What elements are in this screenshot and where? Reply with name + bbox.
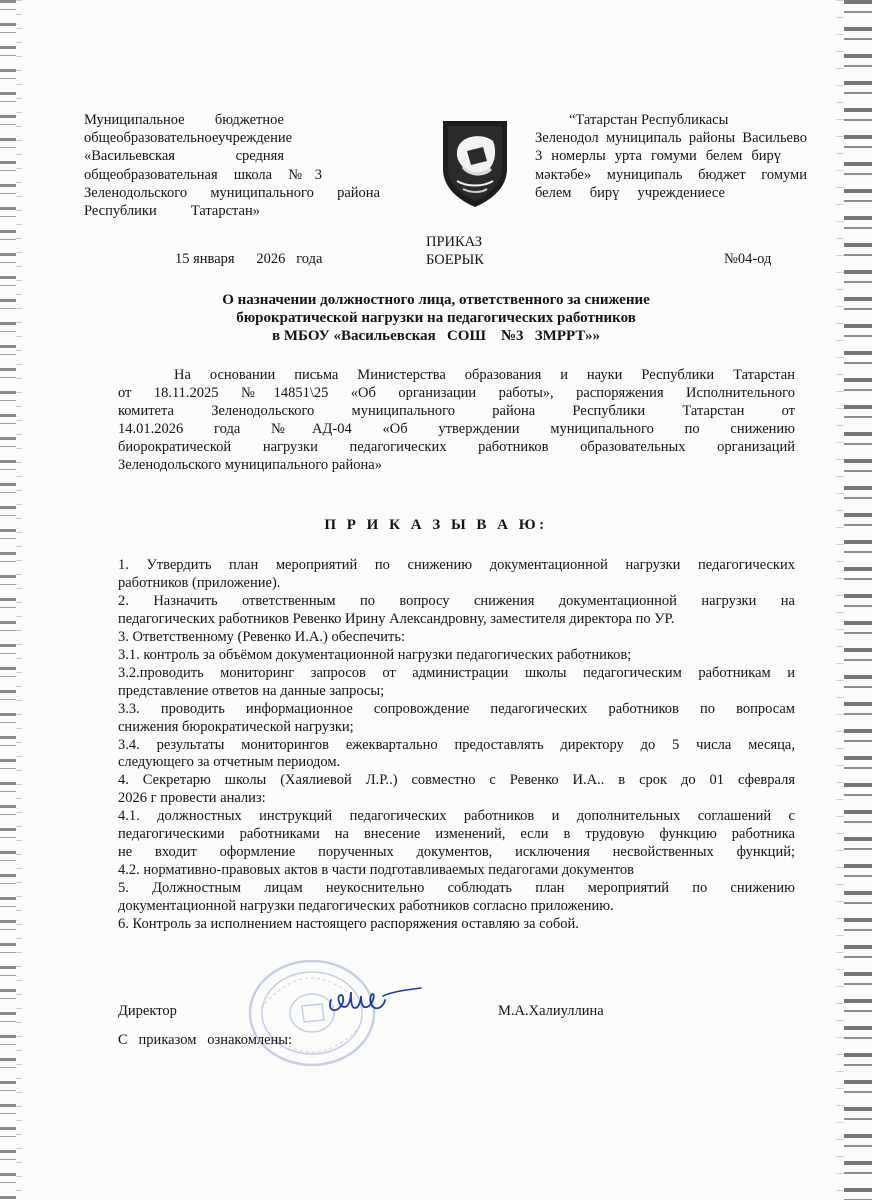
orders-heading: П Р И К А З Ы В А Ю:	[324, 517, 548, 533]
scan-edge-left-inner	[16, 0, 22, 1200]
item-line: документационной нагрузки педагогических работников согласно приложению.	[118, 898, 614, 915]
item-line: следующего за отчетным периодом.	[118, 754, 341, 771]
header-right-line: 3 номерлы урта гомуми белем бирү	[535, 148, 781, 165]
item-line: педагогическими работниками на внесение изменений, если в трудовую функцию работника	[118, 826, 795, 843]
director-name: М.А.Халиуллина	[498, 1003, 604, 1019]
item-line: 4.2. нормативно-правовых актов в части подготавливаемых педагогами документов	[118, 862, 635, 879]
scan-edge-left	[0, 0, 16, 1200]
item-line: 4. Секретарю школы (Хаялиевой Л.Р..) совместно с Ревенко И.А.. в срок до 01 сфевраля	[118, 772, 795, 789]
subject-line: О назначении должностного лица, ответственного за снижение	[222, 292, 650, 308]
header-right-line: мәктәбе» муниципаль бюджет гомуми	[535, 166, 807, 183]
handwritten-signature-icon	[325, 982, 425, 1022]
basis-line: биорократической нагрузки педагогических работников образовательных организаций	[118, 439, 795, 456]
subject-line: в МБОУ «Васильевская СОШ №3 ЗМРРТ»»	[272, 328, 600, 344]
header-right-line: “Татарстан Республикасы	[569, 112, 729, 128]
subject-line: бюрократической нагрузки на педагогических работников	[236, 310, 636, 326]
item-line: 3.1. контроль за объёмом документационной нагрузки педагогических работников;	[118, 646, 632, 663]
item-line: 3.4. результаты мониторингов ежеквартально предоставлять директору до 5 числа месяца,	[118, 736, 795, 753]
header-left-line: Республики Татарстан»	[84, 203, 260, 220]
header-left-russian	[84, 111, 384, 220]
order-items	[118, 557, 795, 934]
basis-line: Зеленодольского муниципального района»	[118, 457, 382, 474]
item-line: педагогических работников Ревенко Ирину Александровну, заместителя директора по УР.	[118, 610, 675, 627]
item-line: представление ответов на данные запросы;	[118, 682, 385, 699]
order-title-ru: ПРИКАЗ	[426, 234, 483, 250]
header-left-line: Зеленодольского муниципального района	[84, 184, 380, 201]
basis-line: На основании письма Министерства образования и науки Республики Татарстан	[174, 367, 795, 383]
order-title-tt: БОЕРЫК	[426, 252, 484, 268]
item-line: 3.3. проводить информационное сопровождение педагогических работников по вопросам	[118, 700, 795, 717]
scan-edge-right	[844, 0, 872, 1200]
order-date: 15 января 2026 года	[175, 251, 323, 267]
item-line: 6. Контроль за исполнением настоящего распоряжения оставляю за собой.	[118, 916, 579, 933]
header-left-line: «Васильевская средняя	[84, 148, 284, 165]
basis-paragraph	[118, 366, 795, 475]
item-line: 2026 г провести анализ:	[118, 790, 266, 807]
item-line: работников (приложение).	[118, 574, 281, 591]
item-line: 5. Должностным лицам неукоснительно соблюдать план мероприятий по снижению	[118, 880, 795, 897]
header-left-line: Муниципальное бюджетное	[84, 112, 284, 128]
header-right-line: белем бирү учреждениесе	[535, 184, 725, 201]
order-number: №04-од	[724, 251, 772, 267]
coat-of-arms-icon	[437, 117, 513, 209]
item-line: снижения бюрократической нагрузки;	[118, 718, 354, 735]
item-line: 3. Ответственному (Ревенко И.А.) обеспечить:	[118, 628, 405, 645]
item-line: не входит оформление порученных документов, исключения несвойственных функций;	[118, 844, 795, 861]
header-left-line: общеобразовательная школа №3	[84, 166, 322, 183]
order-subject	[150, 291, 722, 345]
acknowledgement-line: С приказом ознакомлены:	[118, 1032, 293, 1048]
basis-line: от 18.11.2025 №14851\25 «Об организации работы», распоряжения Исполнительного	[118, 385, 795, 402]
order-title	[426, 233, 484, 269]
basis-line: комитета Зеленодольского муниципального района Республики Татарстан от	[118, 403, 795, 420]
basis-line: 14.01.2026 года №АД-04 «Об утверждении муниципального по снижению	[118, 421, 795, 438]
item-line: 3.2.проводить мониторинг запросов от администрации школы педагогическим работникам и	[118, 664, 795, 681]
scan-edge-right-inner	[836, 0, 844, 1200]
header-left-line: общеобразовательноеучреждение	[84, 130, 293, 147]
header-right-line: Зеленодол муниципаль районы Васильево	[535, 130, 807, 147]
item-line: 1. Утвердить план мероприятий по снижению документационной нагрузки педагогических	[118, 557, 795, 573]
item-line: 2. Назначить ответственным по вопросу снижения документационной нагрузки на	[118, 592, 795, 609]
director-label: Директор	[118, 1003, 177, 1019]
header-right-tatar	[535, 111, 810, 202]
item-line: 4.1. должностных инструкций педагогических работников и дополнительных соглашений с	[118, 808, 795, 825]
